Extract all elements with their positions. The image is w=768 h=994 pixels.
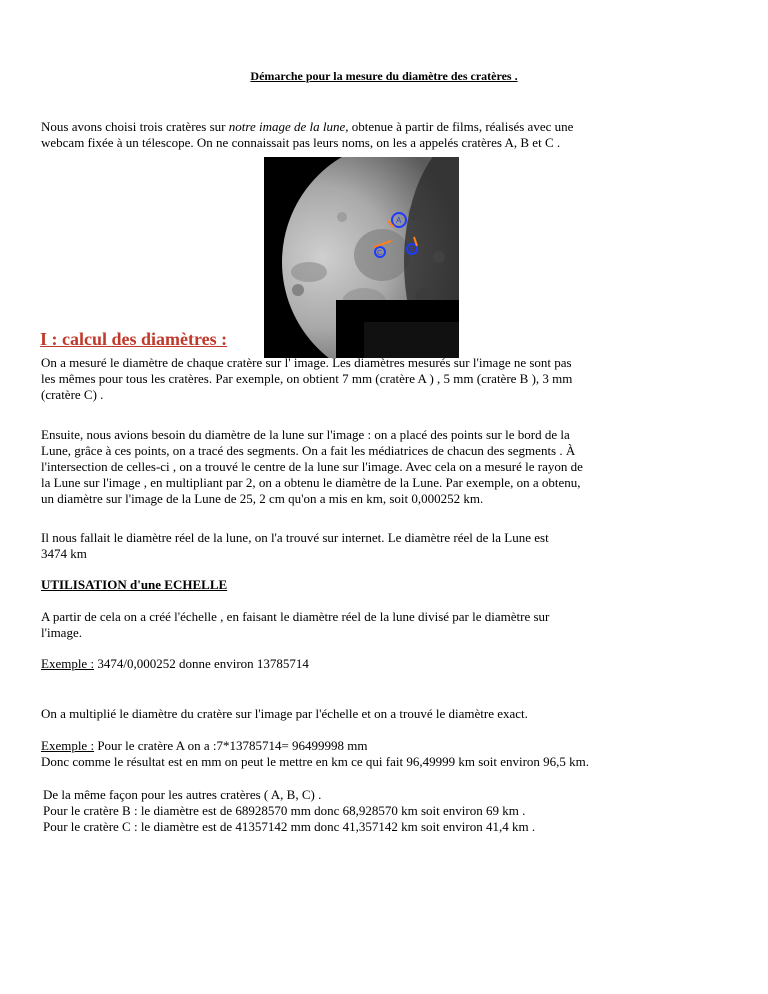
text-line: l'image. xyxy=(41,625,82,640)
example-text: 3474/0,000252 donne environ 13785714 xyxy=(94,656,309,671)
text-line: les mêmes pour tous les cratères. Par exemple, on obtient 7 mm (cratère A ) , 5 mm (cratère B ), 3 mm xyxy=(41,371,573,386)
example-label: Exemple : xyxy=(41,656,95,671)
text-line: De la même façon pour les autres cratères ( A, B, C) . xyxy=(43,787,322,802)
text-line: Donc comme le résultat est en mm on peut le mettre en km ce qui fait 96,49999 km soit environ 96,5 km. xyxy=(41,754,590,769)
example-text: Pour le cratère A on a :7*13785714= 96499998 mm xyxy=(94,738,368,753)
intro-line: webcam fixée à un télescope. On ne connaissait pas leurs noms, on les a appelés cratères A, B et C . xyxy=(41,135,561,150)
paragraph-scale xyxy=(41,609,731,641)
paragraph-other-craters xyxy=(43,787,733,835)
page-title: Démarche pour la mesure du diamètre des cratères . xyxy=(250,69,518,83)
example-crater-a xyxy=(41,738,731,770)
crater-label-b: B xyxy=(410,247,415,254)
intro-text: Nous avons choisi trois cratères sur xyxy=(41,119,229,134)
text-line: l'intersection de celles-ci , on a trouvé le centre de la lune sur l'image. Avec cela on a mesuré le rayon de xyxy=(41,459,583,474)
example-label: Exemple : xyxy=(41,738,95,753)
example-scale xyxy=(41,656,731,672)
text-line: Il nous fallait le diamètre réel de la lune, on l'a trouvé sur internet. Le diamètre réel de la Lune est xyxy=(41,530,549,545)
intro-italic: notre image de la lune xyxy=(228,119,346,134)
paragraph-multiply: On a multiplié le diamètre du cratère sur l'image par l'échelle et on a trouvé le diamètre exact. xyxy=(41,706,528,721)
text-line: la Lune sur l'image , en multipliant par 2, on a obtenu le diamètre de la Lune. Par exemple, on a obtenu, xyxy=(41,475,581,490)
intro-text: , obtenue à partir de films, réalisés avec une xyxy=(345,119,574,134)
text-line: On a mesuré le diamètre de chaque cratère sur l' image. Les diamètres mesurés sur l'image ne sont pas xyxy=(41,355,572,370)
text-line: (cratère C) . xyxy=(41,387,104,402)
crater-label-c: C xyxy=(377,250,383,257)
paragraph-measure xyxy=(41,355,731,403)
section-heading-calcul: I : calcul des diamètres : xyxy=(40,329,228,349)
text-line: A partir de cela on a créé l'échelle , en faisant le diamètre réel de la lune divisé par le diamètre sur xyxy=(41,609,550,624)
crater-label-a: A xyxy=(396,216,402,225)
intro-paragraph xyxy=(41,119,731,151)
moon-photo xyxy=(264,157,459,358)
text-line: 3474 km xyxy=(41,546,87,561)
paragraph-moon-diameter xyxy=(41,427,731,507)
section-heading-echelle: UTILISATION d'une ECHELLE xyxy=(41,577,228,592)
text-line: Ensuite, nous avions besoin du diamètre de la lune sur l'image : on a placé des points sur le bord de la xyxy=(41,427,570,442)
text-line: Pour le cratère B : le diamètre est de 68928570 mm donc 68,928570 km soit environ 69 km . xyxy=(43,803,526,818)
moon-image xyxy=(264,157,459,358)
text-line: Lune, grâce à ces points, on a tracé des segments. On a fait les médiatrices de chacun des segments . À xyxy=(41,443,576,458)
text-line: un diamètre sur l'image de la Lune de 25, 2 cm qu'on a mis en km, soit 0,000252 km. xyxy=(41,491,484,506)
paragraph-real-diameter xyxy=(41,530,731,562)
text-line: Pour le cratère C : le diamètre est de 41357142 mm donc 41,357142 km soit environ 41,4 km . xyxy=(43,819,536,834)
